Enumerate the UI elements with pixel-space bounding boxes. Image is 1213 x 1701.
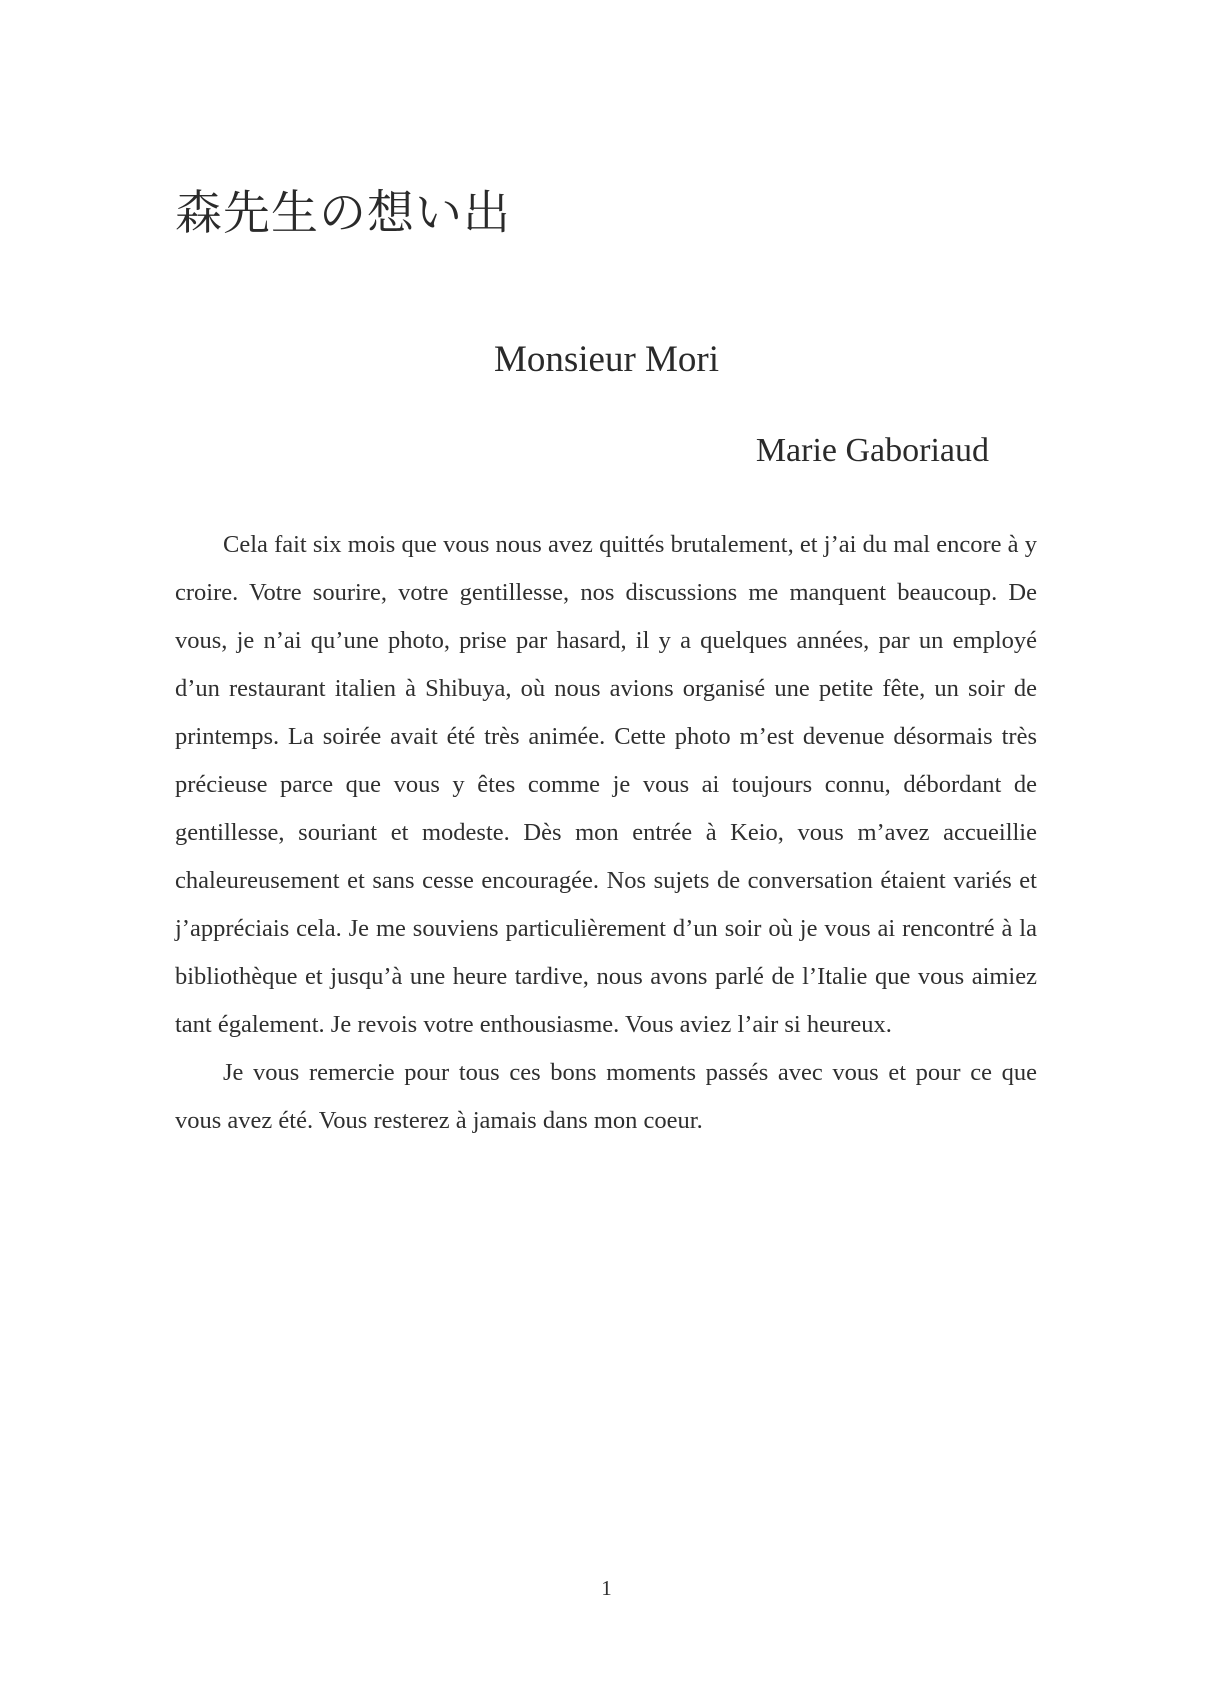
article-body — [175, 521, 1037, 1145]
author-name: Marie Gaboriaud — [755, 432, 989, 469]
japanese-heading: 森先生の想い出 — [175, 186, 511, 241]
body-paragraph: Je vous remercie pour tous ces bons moments passés avec vous et pour ce que vous avez été. Vous resterez à jamais dans mon coeur. — [175, 1059, 1037, 1134]
page-number: 1 — [601, 1576, 612, 1600]
body-paragraph: Cela fait six mois que vous nous avez quittés brutalement, et j’ai du mal encore à y croire. Votre sourire, votre gentillesse, nos discussions me manquent beaucoup. De vous, je n’ai qu’une photo, prise par hasard, il y a quelques années, par un employé d’un restaurant italien à Shibuya, où nous avions organisé une petite fête, un soir de printemps. La soirée avait été très animée. Cette photo m’est devenue désormais très précieuse parce que vous y êtes comme je vous ai toujours connu, débordant de gentillesse, souriant et modeste. Dès mon entrée à Keio, vous m’avez accueillie chaleureusement et sans cesse encouragée. Nos sujets de conversation étaient variés et j’appréciais cela. Je me souviens particulièrement d’un soir où je vous ai rencontré à la bibliothèque et jusqu’à une heure tardive, nous avons parlé de l’Italie que vous aimiez tant également. Je revois votre enthousiasme. Vous aviez l’air si heureux. — [175, 531, 1037, 1038]
article-title: Monsieur Mori — [493, 339, 720, 380]
